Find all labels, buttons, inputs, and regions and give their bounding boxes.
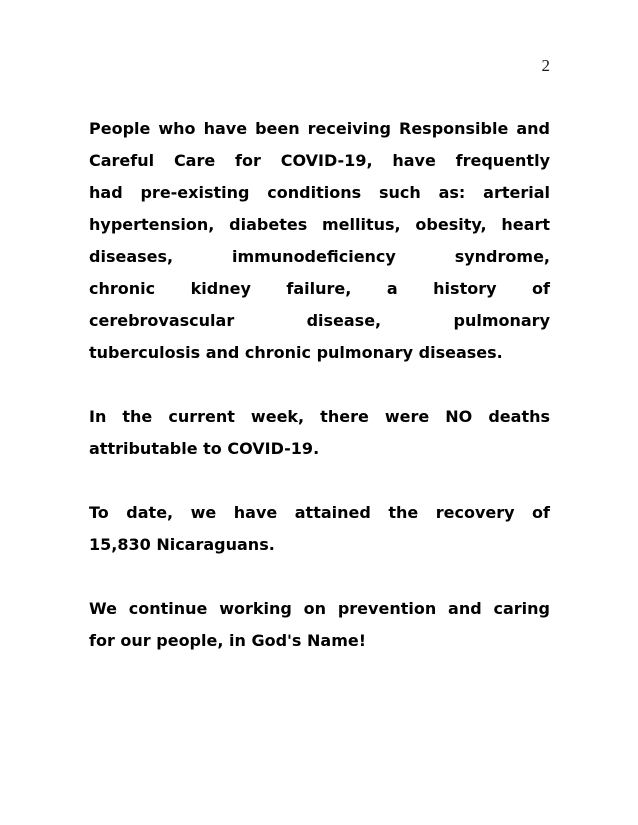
text-line: Careful Care for COVID-19, have frequently <box>89 151 550 170</box>
text-line: tuberculosis and chronic pulmonary diseases. <box>89 343 503 362</box>
text-line: chronic kidney failure, a history of <box>89 279 550 298</box>
text-line: We continue working on prevention and caring <box>89 599 550 618</box>
paragraph-pre-existing-conditions <box>89 113 550 369</box>
page-content <box>89 113 550 657</box>
paragraph-no-deaths <box>89 401 550 465</box>
text-line: for our people, in God's Name! <box>89 631 367 650</box>
text-line: In the current week, there were NO deaths <box>89 407 550 426</box>
paragraph-closing-statement <box>89 593 550 657</box>
text-line: diseases, immunodeficiency syndrome, <box>89 247 550 266</box>
text-line: cerebrovascular disease, pulmonary <box>89 311 550 330</box>
text-line: 15,830 Nicaraguans. <box>89 535 275 554</box>
paragraph-recovery-count <box>89 497 550 561</box>
text-line: had pre-existing conditions such as: arterial <box>89 183 550 202</box>
text-line: People who have been receiving Responsible and <box>89 119 550 138</box>
text-line: To date, we have attained the recovery of <box>89 503 550 522</box>
text-line: attributable to COVID-19. <box>89 439 320 458</box>
text-line: hypertension, diabetes mellitus, obesity, heart <box>89 215 550 234</box>
page-number: 2 <box>541 56 550 75</box>
